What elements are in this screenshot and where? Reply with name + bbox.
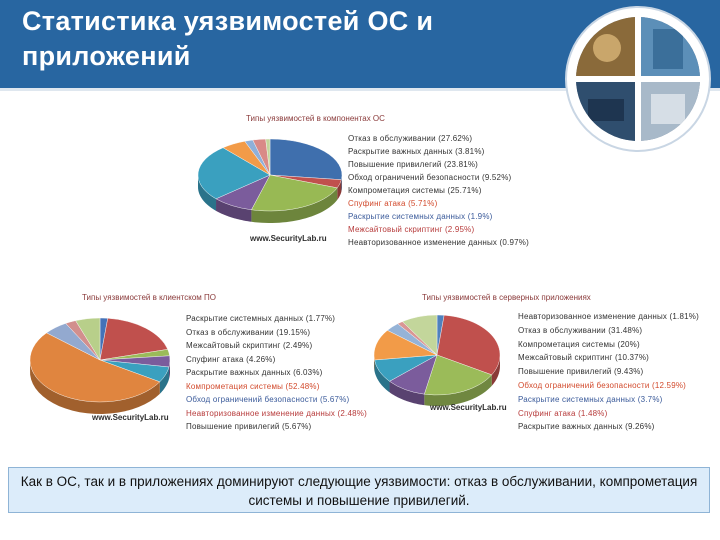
legend-item: Раскрытие важных данных (6.03%) xyxy=(186,368,323,377)
legend-item: Раскрытие системных данных (1.77%) xyxy=(186,314,336,323)
legend-item: Раскрытие важных данных (9.26%) xyxy=(518,422,655,432)
client-software-chart xyxy=(0,285,367,465)
legend-item: Неавторизованное изменение данных (1.81%) xyxy=(518,312,699,321)
legend-item: Повышение привилегий (9.43%) xyxy=(518,367,644,377)
server-applications-chart xyxy=(360,285,720,465)
chart-title: Типы уязвимостей в компонентах ОС xyxy=(246,114,385,123)
legend-item: Раскрытие важных данных (3.81%) xyxy=(348,147,485,156)
legend-item: Раскрытие системных данных (1.9%) xyxy=(348,212,493,221)
legend-item: Обход ограничений безопасности (9.52%) xyxy=(348,173,512,182)
pie-slice xyxy=(270,139,342,180)
source-watermark: www.SecurityLab.ru xyxy=(92,413,169,422)
pie-chart-svg xyxy=(180,110,350,250)
legend-item: Межсайтовый скриптинг (10.37%) xyxy=(518,353,649,363)
legend-item: Отказ в обслуживании (19.15%) xyxy=(186,327,311,337)
legend-item: Компрометация системы (52.48%) xyxy=(186,381,320,391)
legend-item: Компрометация системы (20%) xyxy=(518,339,640,349)
source-watermark: www.SecurityLab.ru xyxy=(430,403,507,412)
legend-item: Межсайтовый скриптинг (2.95%) xyxy=(348,225,475,234)
chart-title: Типы уязвимостей в серверных приложениях xyxy=(422,293,591,302)
legend-item: Компрометация системы (25.71%) xyxy=(348,186,482,195)
legend-item: Спуфинг атака (1.48%) xyxy=(518,408,608,418)
legend-item: Отказ в обслуживании (27.62%) xyxy=(348,134,473,143)
legend-item: Отказ в обслуживании (31.48%) xyxy=(518,325,643,335)
pie-chart-svg xyxy=(360,285,520,435)
summary-caption: Как в ОС, так и в приложениях доминируют следующие уязвимости: отказ в обслуживании, компрометация системы и повышение привилегий. xyxy=(8,467,710,513)
legend-item: Межсайтовый скриптинг (2.49%) xyxy=(186,341,313,350)
legend-item: Спуфинг атака (5.71%) xyxy=(348,199,438,208)
legend-item: Неавторизованное изменение данных (2.48%) xyxy=(186,408,367,418)
os-vulnerabilities-chart xyxy=(180,110,540,270)
legend-item: Обход ограничений безопасности (5.67%) xyxy=(186,395,350,404)
legend-item: Неавторизованное изменение данных (0.97%) xyxy=(348,238,529,247)
source-watermark: www.SecurityLab.ru xyxy=(250,234,327,243)
legend-item: Повышение привилегий (5.67%) xyxy=(186,422,312,431)
legend-item: Повышение привилегий (23.81%) xyxy=(348,160,479,169)
chart-title: Типы уязвимостей в клиентском ПО xyxy=(82,293,216,302)
legend-item: Спуфинг атака (4.26%) xyxy=(186,354,276,364)
decorative-photo-collage xyxy=(563,4,713,154)
slide-title: Статистика уязвимостей ОС и приложений xyxy=(22,6,434,71)
legend-item: Раскрытие системных данных (3.7%) xyxy=(518,394,663,404)
legend-item: Обход ограничений безопасности (12.59%) xyxy=(518,381,687,390)
